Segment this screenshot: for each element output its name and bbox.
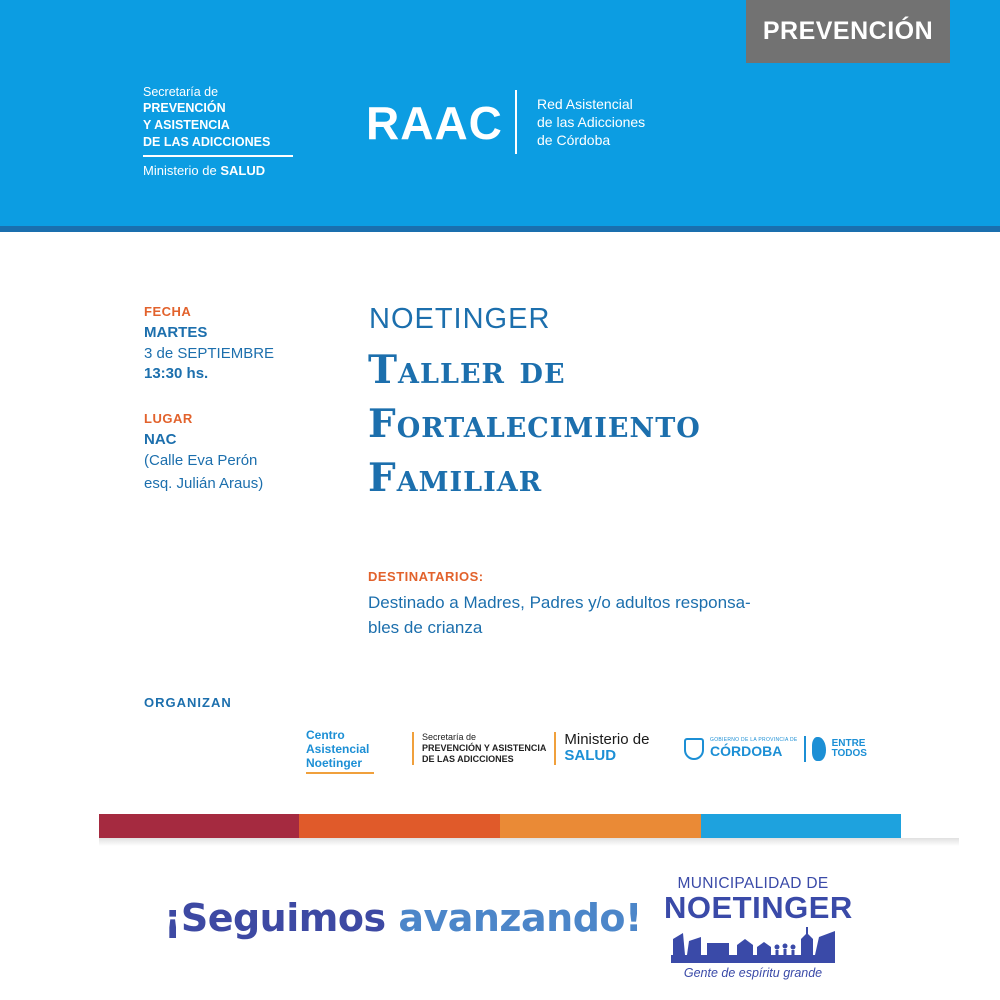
destinatarios-line2: bles de crianza [368, 618, 483, 637]
title-line1: Taller de [368, 347, 566, 393]
centro-underline [306, 772, 374, 774]
org-min-line1: Ministerio de [564, 731, 650, 748]
event-time: 13:30 hs. [144, 365, 209, 382]
raac-line2: de las Adicciones [537, 114, 646, 130]
fecha-label: FECHA [144, 304, 192, 319]
org-divider [412, 732, 414, 765]
slogan [164, 896, 642, 940]
header-divider [0, 226, 1000, 232]
destinatarios-line1: Destinado a Madres, Padres y/o adultos responsa- [368, 593, 751, 612]
lugar-label: LUGAR [144, 411, 193, 426]
centro-line3: Noetinger [306, 756, 363, 770]
stripe-segment-3 [500, 814, 701, 838]
stripe-segment-1 [99, 814, 299, 838]
org-divider-2 [554, 732, 556, 765]
secretaria-ministerio-logo [412, 732, 649, 765]
raac-divider [515, 90, 517, 154]
event-venue: NAC [144, 431, 177, 448]
ministerio-line [143, 163, 295, 178]
org-sec-line3: DE LAS ADICCIONES [422, 754, 514, 764]
secretaria-rule [143, 155, 293, 157]
org-min-line2: SALUD [564, 747, 617, 764]
stripe-segment-2 [299, 814, 500, 838]
secretaria-line3: Y ASISTENCIA [143, 118, 230, 132]
ministerio-bold: SALUD [220, 163, 266, 178]
secretaria-line1: Secretaría de [143, 85, 219, 99]
secretaria-line2: PREVENCIÓN [143, 101, 226, 115]
destinatarios-label: DESTINATARIOS: [368, 569, 484, 584]
category-tag: PREVENCIÓN [746, 0, 950, 63]
cordoba-word: CÓRDOBA [710, 743, 783, 759]
org-ministerio-text [564, 732, 649, 765]
municipalidad-logo [664, 875, 853, 980]
slogan-part2: avanzando! [398, 896, 642, 940]
slogan-part1: ¡Seguimos [164, 896, 386, 940]
stripe-shadow [99, 838, 959, 846]
entre-todos [832, 739, 867, 759]
stripe-segment-4 [701, 814, 901, 838]
org-sec-line2: PREVENCIÓN Y ASISTENCIA [422, 743, 547, 753]
secretaria-line4: DE LAS ADICCIONES [143, 135, 271, 149]
event-details [144, 304, 344, 495]
cordoba-text [710, 737, 798, 761]
raac-acronym: RAAC [366, 97, 503, 149]
entre-word: ENTRE [831, 738, 866, 749]
muni-line1: MUNICIPALIDAD DE [677, 875, 829, 892]
raac-line1: Red Asistencial [537, 96, 633, 112]
muni-line2: NOETINGER [664, 890, 853, 925]
muni-motto: Gente de espíritu grande [683, 966, 823, 980]
centro-asistencial-logo [306, 728, 374, 774]
title-line2: Fortalecimiento [368, 401, 701, 447]
ministerio-prefix: Ministerio de [143, 163, 217, 178]
raac-name [537, 95, 687, 149]
secretaria-logo [143, 84, 295, 178]
centro-line2: Asistencial [306, 742, 370, 756]
gobierno-small: GOBIERNO DE LA PROVINCIA DE [710, 737, 798, 743]
province-map-icon [812, 737, 826, 761]
event-address1: (Calle Eva Perón [144, 452, 258, 469]
destinatarios-text [368, 590, 838, 640]
event-title [368, 343, 701, 505]
town-skyline-icon [667, 925, 839, 965]
event-day: MARTES [144, 324, 208, 341]
centro-line1: Centro [306, 728, 345, 742]
title-line3: Familiar [368, 455, 543, 501]
event-date: 3 de SEPTIEMBRE [144, 345, 275, 362]
event-place: NOETINGER [369, 303, 551, 335]
event-address2: esq. Julián Araus) [144, 475, 264, 492]
shield-icon [684, 738, 704, 760]
gob-divider [804, 736, 806, 762]
raac-line3: de Córdoba [537, 132, 611, 148]
organizan-label: ORGANIZAN [144, 695, 232, 710]
todos-word: TODOS [831, 748, 867, 759]
gobierno-cordoba-logo [684, 736, 867, 762]
org-sec-line1: Secretaría de [422, 732, 477, 742]
org-secretaria-text [422, 732, 546, 765]
